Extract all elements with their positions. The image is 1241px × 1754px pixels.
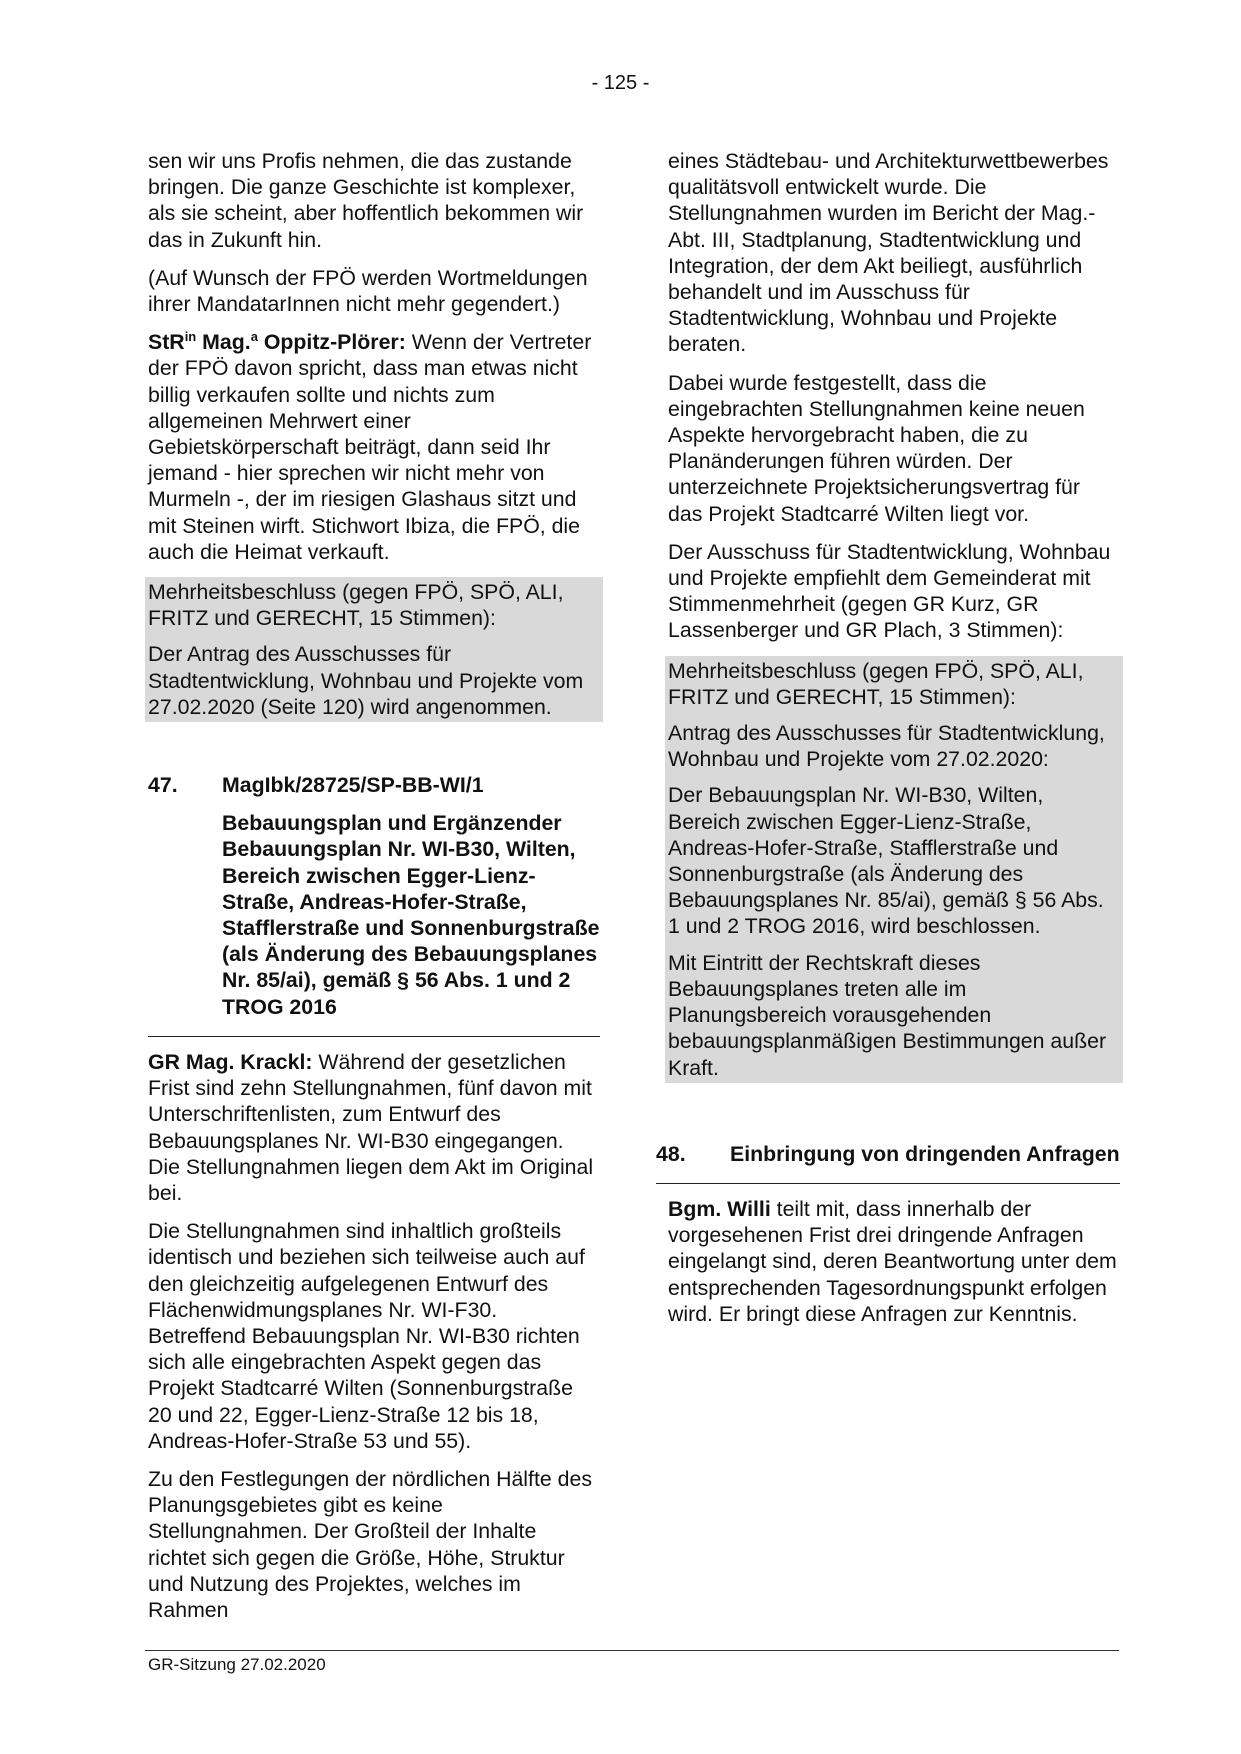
page-number: - 125 - (591, 72, 650, 94)
agenda-code: MagIbk/28725/SP-BB-WI/1 (222, 773, 484, 798)
speech-paragraph (148, 329, 600, 565)
speech-paragraph (668, 1196, 1120, 1327)
speaker-surname: Oppitz-Plörer: (257, 330, 406, 355)
speaker-name: GR Mag. Krackl: (148, 1049, 313, 1074)
speaker-title-mid: Mag. (196, 330, 251, 355)
agenda-number: 48. (656, 1141, 686, 1166)
speech-paragraph (148, 1049, 600, 1206)
decision-box (145, 577, 603, 722)
speaker-title-sup: a (250, 329, 258, 345)
paragraph: sen wir uns Profis nehmen, die das zustande bringen. Die ganze Geschichte ist komplexer, als sie scheint, aber hoffentlich bekommen wir das in Zukunft hin. (148, 149, 584, 252)
footer-text: GR-Sitzung 27.02.2020 (148, 1655, 326, 1674)
agenda-item-48 (656, 1141, 1120, 1184)
paragraph: Die Stellungnahmen sind inhaltlich großteils identisch und beziehen sich teilweise auch auf den gleichzeitig aufgelegenen Entwurf des Flächenwidmungsplanes Nr. WI-F30. Betreffend Bebauungsplan Nr. WI-B30 richten sich alle eingebrachten Aspekt gegen das Projekt Stadtcarré Wilten (Sonnenburgstraße 20 und 22, Egger-Lienz-Straße 12 bis 18, Andreas-Hofer-Straße 53 und 55). (148, 1219, 585, 1453)
paragraph: Dabei wurde festgestellt, dass die eingebrachten Stellungnahmen keine neuen Aspekte hervorgebracht haben, die zu Planänderungen führen würden. Der unterzeichnete Projektsicherungsvertrag für das Projekt Stadtcarré Wilten liegt vor. (668, 370, 1085, 526)
agenda-title: Einbringung von dringenden Anfragen (730, 1141, 1120, 1166)
left-column (148, 148, 600, 1635)
agenda-item-47 (148, 772, 600, 1037)
speaker-name: Bgm. Willi (668, 1196, 771, 1221)
speech-text: teilt mit, dass innerhalb der vorgesehenen Frist drei dringende Anfragen eingelangt sind, deren Beantwortung unter dem entsprechenden Tagesordnungspunkt erfolgen wird. Er bringt diese Anfragen zur Kenntnis. (668, 1196, 1117, 1326)
speech-text: Wenn der Vertreter der FPÖ davon spricht, dass man etwas nicht billig verkaufen sollte und nichts zum allgemeinen Mehrwert einer Gebietskörperschaft beiträgt, dann seid Ihr jemand - hier sprechen wir nicht mehr von Murmeln -, der im riesigen Glashaus sitzt und mit Steinen wirft. Stichwort Ibiza, die FPÖ, die auch die Heimat verkauft. (148, 330, 592, 564)
decision-line: Der Antrag des Ausschusses für Stadtentwicklung, Wohnbau und Projekte vom 27.02.2020 (Seite 120) wird angenommen. (148, 642, 584, 719)
speaker-title-sup: in (184, 329, 197, 345)
right-column (656, 148, 1120, 1339)
speaker-title-prefix: StR (148, 330, 185, 355)
speech-text: Während der gesetzlichen Frist sind zehn Stellungnahmen, fünf davon mit Unterschriftenlisten, zum Entwurf des Bebauungsplanes Nr. WI-B30 eingegangen. Die Stellungnahmen liegen dem Akt im Original bei. (148, 1049, 594, 1205)
speaker-name (148, 330, 406, 354)
footer-divider (145, 1650, 1119, 1651)
paragraph: eines Städtebau- und Architekturwettbewerbes qualitätsvoll entwickelt wurde. Die Stellungnahmen wurden im Bericht der Mag.-Abt. III, Stadtplanung, Stadtentwicklung und Integration, der dem Akt beiliegt, ausführlich behandelt und im Ausschuss für Stadtentwicklung, Wohnbau und Projekte beraten. (668, 149, 1109, 357)
decision-box (665, 656, 1123, 1083)
paragraph: (Auf Wunsch der FPÖ werden Wortmeldungen ihrer MandatarInnen nicht mehr gegendert.) (148, 265, 588, 317)
decision-line: Mehrheitsbeschluss (gegen FPÖ, SPÖ, ALI, FRITZ und GERECHT, 15 Stimmen): (668, 658, 1084, 709)
decision-line: Antrag des Ausschusses für Stadtentwicklung, Wohnbau und Projekte vom 27.02.2020: (668, 721, 1105, 772)
paragraph: Zu den Festlegungen der nördlichen Hälfte des Planungsgebietes gibt es keine Stellungnahmen. Der Großteil der Inhalte richtet sich gegen die Größe, Höhe, Struktur und Nutzung des Projektes, welches im Rahmen (148, 1466, 592, 1622)
agenda-number: 47. (148, 773, 178, 798)
decision-line: Der Bebauungsplan Nr. WI-B30, Wilten, Bereich zwischen Egger-Lienz-Straße, Andreas-Hofer-Straße, Stafflerstraße und Sonnenburgstraße (als Änderung des Bebauungsplanes Nr. 85/ai), gemäß § 56 Abs. 1 und 2 TROG 2016, wird beschlossen. (668, 783, 1104, 939)
agenda-title: Bebauungsplan und Ergänzender Bebauungsplan Nr. WI-B30, Wilten, Bereich zwischen Egger-Lienz-Straße, Andreas-Hofer-Straße, Stafflerstraße und Sonnenburgstraße (als Änderung des Bebauungsplanes Nr. 85/ai), gemäß § 56 Abs. 1 und 2 TROG 2016 (222, 811, 600, 1019)
decision-line: Mit Eintritt der Rechtskraft dieses Bebauungsplanes treten alle im Planungsbereich vorausgehenden bebauungsplanmäßigen Bestimmungen außer Kraft. (668, 950, 1107, 1080)
paragraph: Der Ausschuss für Stadtentwicklung, Wohnbau und Projekte empfiehlt dem Gemeinderat mit Stimmenmehrheit (gegen GR Kurz, GR Lassenberger und GR Plach, 3 Stimmen): (668, 539, 1111, 643)
decision-line: Mehrheitsbeschluss (gegen FPÖ, SPÖ, ALI, FRITZ und GERECHT, 15 Stimmen): (148, 580, 564, 631)
